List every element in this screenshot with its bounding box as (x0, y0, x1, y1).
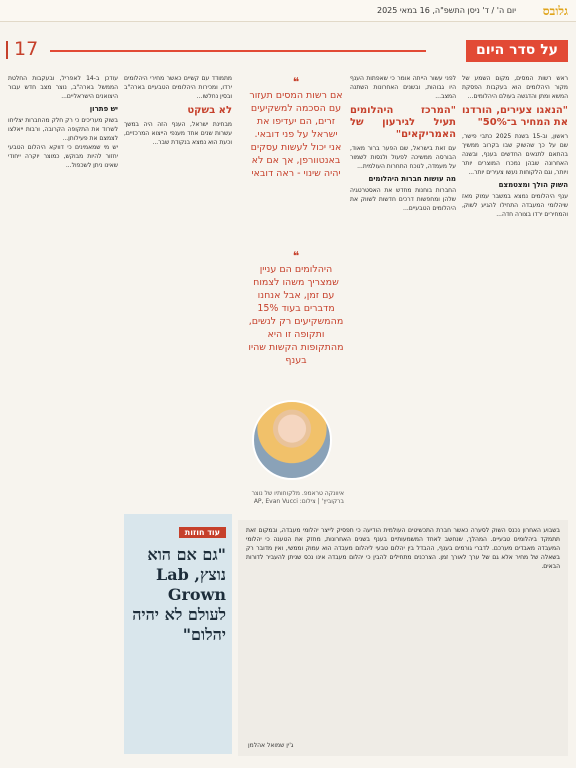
column-1-text-3: ענף היהלומים נמצא במשבר עמוק מאז שיהלומי המעבדה התחילו להגיע לשוק, והמחירים ירדו בצורה חדה... (462, 193, 568, 218)
related-article-promo[interactable] (124, 514, 232, 754)
column-2-subhead-2: מה עושות חברות היהלומים (368, 175, 456, 183)
page-number (6, 38, 46, 64)
column-2-subhead-1: "המרכז היהלומים תעיל לגירעון של האמריקאים" (350, 105, 456, 140)
article-column-5 (8, 74, 118, 754)
sidebar-article-byline: ג'ין שמואל אהלמן (248, 742, 294, 749)
pull-quote-1 (248, 76, 344, 180)
pull-quote-2 (248, 250, 344, 367)
column-2-text-2: עם זאת בישראל, שם הפער ברור מאוד, הבורסה ממשיכה לפעול ולנסות לשמור על מעמדה, לנוכח התחרות העולמית... (350, 145, 456, 170)
article-column-2 (350, 74, 456, 559)
column-2-text-3: החברות בוחנות מחדש את האסטרטגיה שלהן ומחפשות דרכים חדשות לשווק את היהלומים הטבעיים... (350, 187, 456, 212)
column-5-text-2: בשוק מעריכים כי רק חלק מהחברות יצליחו לשרוד את התקופה הקרובה, ורבות ייאלצו לצמצם את פעילותן... (8, 117, 118, 142)
quote-mark-icon: ❝ (292, 75, 300, 89)
column-4-subhead-1: לא בשקט (187, 105, 232, 116)
page-number-value: 17 (14, 38, 39, 60)
masthead-strip (0, 0, 576, 22)
quote-mark-icon: ❝ (292, 249, 300, 263)
column-5-text-1: עודכן ב-14 לאפריל, ובעקבות החלטת הממשל בארה"ב, נוצר מצב חדש עבור היצואנים הישראליים... (8, 75, 118, 100)
column-2-text-1: לפני עשור הייתה אומר כי שאפתות הענף היו גבוהות, ובשנים האחרונות השתנה המצב... (350, 75, 456, 100)
brand-logo[interactable]: גלובס (542, 4, 568, 18)
issue-date: יום ה' / ד' ניסן התשפ"ה, 16 במאי 2025 (376, 6, 516, 15)
column-1-subhead-2: השוק הולך ומצטמצם (498, 181, 568, 189)
sidebar-article-text: בשבוע האחרון נכנס השוק לסערה כאשר חברת התכשיטים העולמית הודיעה כי תפסיק לייצר יהלומי מעבדה, ובמקום זאת תתמקד ביהלומים טבעיים. המהלך, שנחשב לאחד המשמעותיים בענף בשנים האחרונות, מחזק את הטענה כי יהלומי המעבדה מאבדים מערכם. לדברי גורמים בענף, ההבדל בין יהלום טבעי ליהלום מעבדה הוא עמוק וממשי, ואין מדובר רק בשאלה של מחיר אלא גם של ערך לאורך זמן. הצרכנים מתחילים להבין כי יהלום מעבדה אינו נכס שניתן להעביר לדורות הבאים. (246, 527, 560, 570)
column-5-subhead-1: יש פתרון (89, 105, 118, 113)
section-label[interactable]: על סדר היום (466, 40, 568, 62)
photo-caption: איוונקה טראמפ. מלקוחותיו של נוצר ברקוביץ' | צילום: AP, Evan Vucci (251, 490, 344, 505)
column-5-text-3: יש מי שמאמינים כי דווקא היהלום הטבעי יחזור להיות מבוקש, כמוצר יוקרה ייחודי שאינו ניתן לשכפול... (8, 144, 118, 169)
column-1-text-2: ראשון, וב-15 בשנת 2025 כתבי פישר, שם על כך שהשוק שבו בקרוב ממשיך בהתאם לתנאים החדשים בענף, ובשנה האחרונה שבהן נמכרו המוצרים יותר ויותר, וגם הלקוחות נעשו צעירים יותר... (462, 133, 568, 176)
column-4-text-2: מבחינת ישראל, הענף הזה היה במשך עשרות שנים אחד מענפי הייצוא המרכזיים, וכעת הוא נמצא בנקודת שבר... (124, 121, 232, 146)
column-1-subhead-1: "הנאגו צעירים, הורדנו את המחיר ב־50%" (462, 105, 568, 128)
section-rule (50, 50, 426, 52)
column-1-text-1: ראש רשות המסים, מקום השמע של מקור היהלומים הוא בעקבות הפסקת המשא ומתן והדגשה בעולם היהלומים... (462, 75, 568, 100)
column-4-text-1: מתמודד עם קשיים כאשר מחירי היהלומים ירדו, ומכירות היהלומים הטבעיים בארה"ב ובסין נחלשו... (124, 75, 232, 100)
pull-quote-2-text: היהלומים הם עניין שמצריך משהו לצמוח עם זמן, אבל אנחנו מדברים בעוד 15% מהמשקיעים רק לנשים, ותקופה זו היא מהתקופות הקשות שהיו בענף (248, 264, 344, 366)
page-number-divider (6, 41, 8, 59)
article-column-4 (124, 74, 232, 514)
sidebar-article-box (238, 520, 568, 756)
section-header (0, 36, 576, 66)
promo-tag: עוד חוזות (179, 527, 226, 538)
pull-quote-1-text: אם רשות המסים תעזור עם הסכמה למשקיעים זרים, הם יעדיפו את ישראל על פני דובאי. אני יכול לעשות עסקים באנטוורפן, אך אם לא יהיה שינוי - ראה דובאי (249, 90, 343, 179)
portrait-photo (252, 400, 332, 480)
promo-headline: "גם אם הוא נוצץ, Lab Grown לעולם לא יהיה יהלום" (132, 545, 226, 644)
